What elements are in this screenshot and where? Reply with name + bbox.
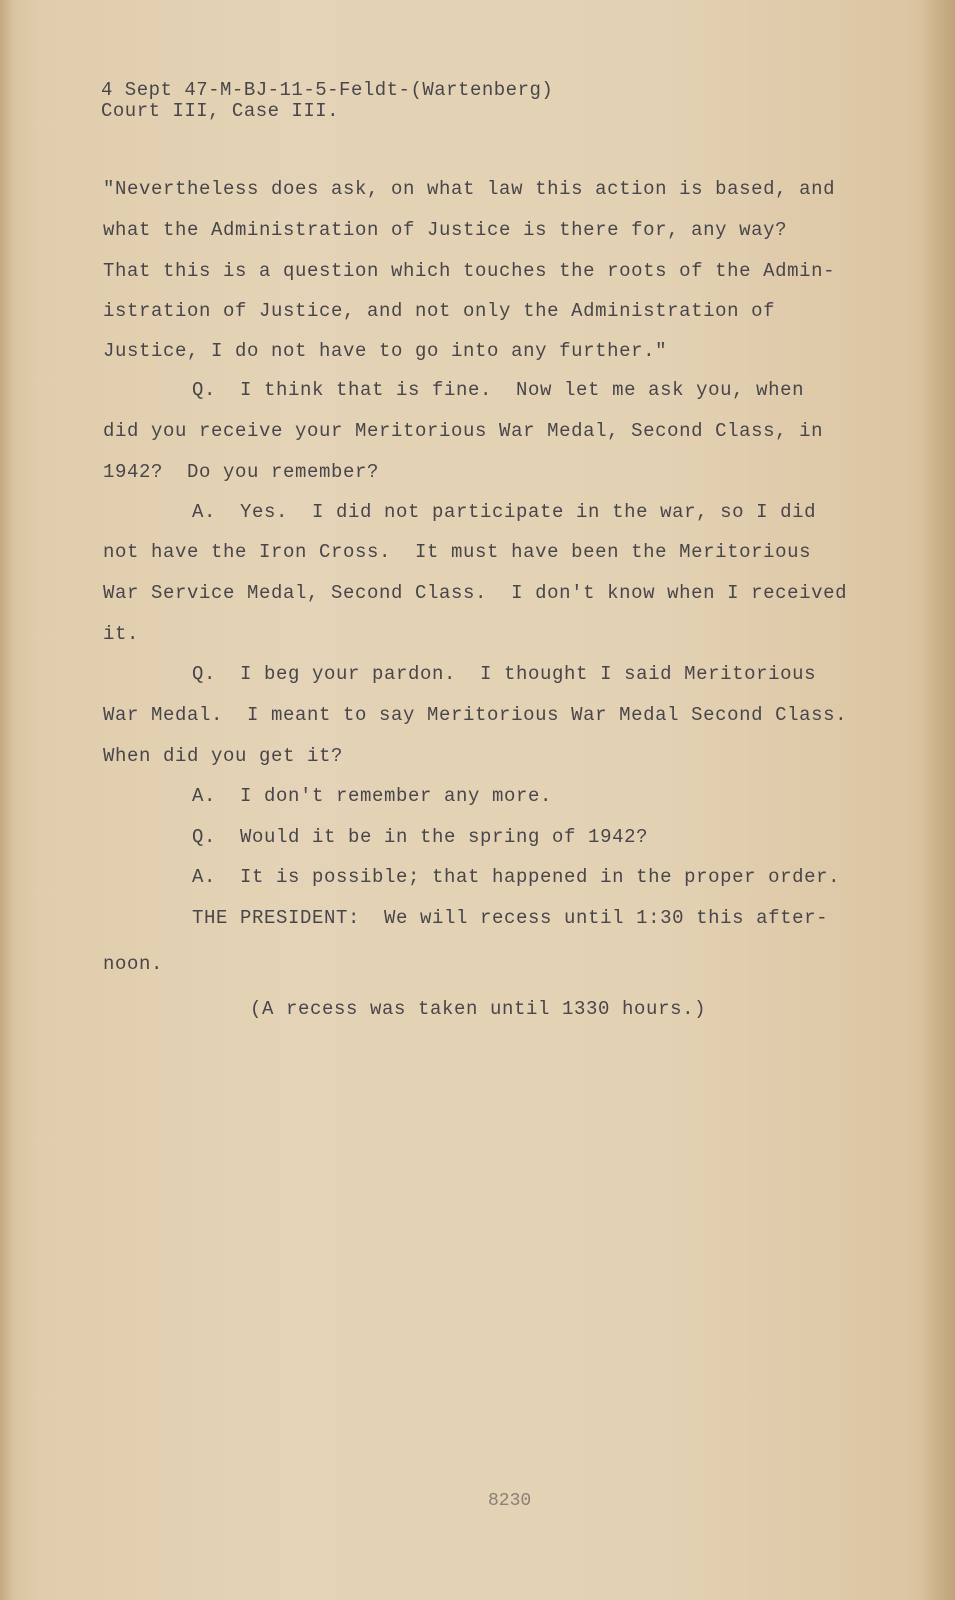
body-line-11: War Service Medal, Second Class. I don't know when I received xyxy=(103,582,848,604)
body-line-2: what the Administration of Justice is there for, any way? xyxy=(103,219,788,241)
body-line-21: (A recess was taken until 1330 hours.) xyxy=(250,998,707,1020)
body-line-8: 1942? Do you remember? xyxy=(103,461,380,483)
page-right-edge xyxy=(921,0,955,1600)
body-line-20: noon. xyxy=(103,953,164,975)
body-line-5: Justice, I do not have to go into any further." xyxy=(103,340,668,362)
body-line-17: Q. Would it be in the spring of 1942? xyxy=(192,826,649,848)
body-line-3: That this is a question which touches the roots of the Admin- xyxy=(103,260,836,282)
body-line-7: did you receive your Meritorious War Medal, Second Class, in xyxy=(103,420,824,442)
body-line-12: it. xyxy=(103,623,140,645)
page-number: 8230 xyxy=(488,1491,532,1511)
body-line-4: istration of Justice, and not only the Administration of xyxy=(103,300,776,322)
body-line-9: A. Yes. I did not participate in the war, so I did xyxy=(192,501,817,523)
header-line-1: 4 Sept 47-M-BJ-11-5-Feldt-(Wartenberg) xyxy=(101,79,554,101)
header-line-2: Court III, Case III. xyxy=(101,100,340,122)
body-line-15: When did you get it? xyxy=(103,745,344,767)
body-line-6: Q. I think that is fine. Now let me ask you, when xyxy=(192,379,805,401)
body-line-19: THE PRESIDENT: We will recess until 1:30 this after- xyxy=(192,907,829,929)
body-line-13: Q. I beg your pardon. I thought I said Meritorious xyxy=(192,663,817,685)
body-line-10: not have the Iron Cross. It must have been the Meritorious xyxy=(103,541,812,563)
document-header xyxy=(101,80,553,122)
page-left-edge xyxy=(0,0,14,1600)
body-line-1: "Nevertheless does ask, on what law this action is based, and xyxy=(103,178,836,200)
body-line-18: A. It is possible; that happened in the proper order. xyxy=(192,866,841,888)
body-line-14: War Medal. I meant to say Meritorious War Medal Second Class. xyxy=(103,704,848,726)
body-line-16: A. I don't remember any more. xyxy=(192,785,553,807)
